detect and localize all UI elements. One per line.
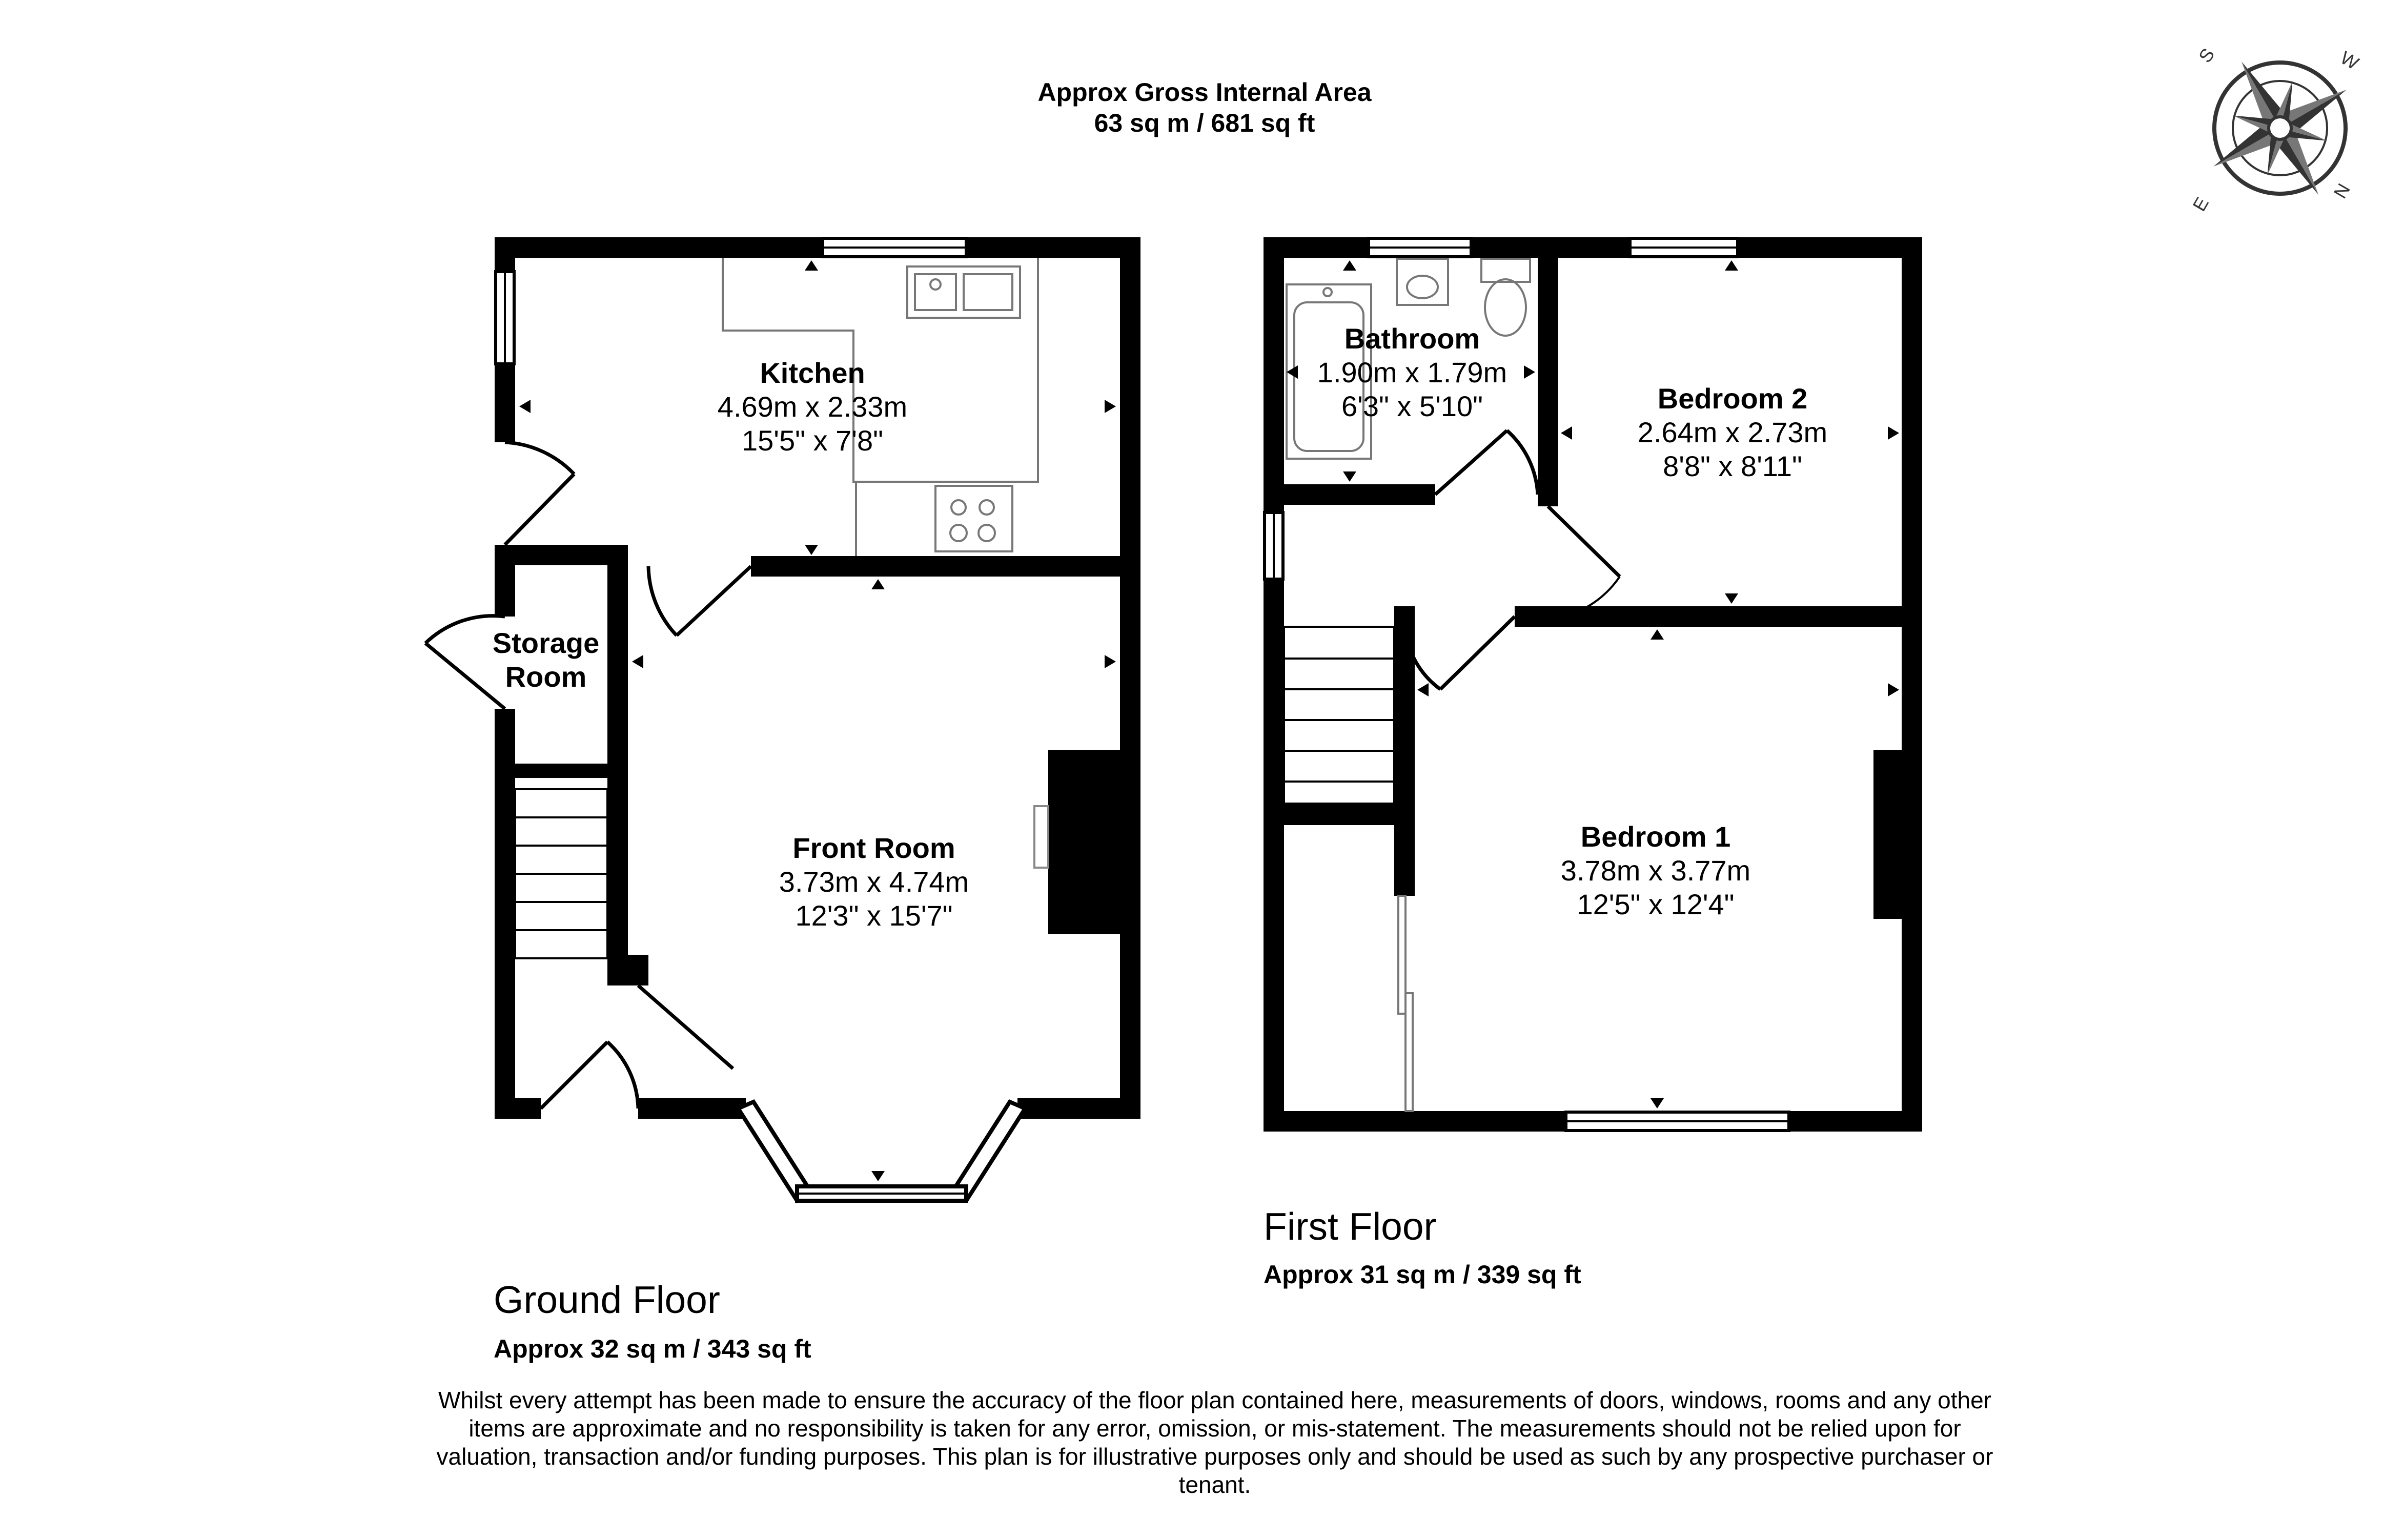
gross-area-value: 63 sq m / 681 sq ft bbox=[1094, 109, 1315, 137]
room-dimensions-metric: 2.64m x 2.73m bbox=[1637, 416, 1828, 448]
compass-letter-n: N bbox=[2329, 179, 2354, 202]
compass-letter-s: S bbox=[2194, 44, 2219, 67]
room-dimensions-imperial: 8'8" x 8'11" bbox=[1663, 450, 1802, 482]
room-name: Front Room bbox=[792, 832, 955, 864]
room-label-bedroom-1 bbox=[1527, 820, 1784, 921]
room-dimensions-imperial: 12'5" x 12'4" bbox=[1577, 888, 1735, 920]
first-floor-doors bbox=[1404, 430, 1620, 689]
room-name: Bedroom 2 bbox=[1657, 382, 1808, 415]
disclaimer-text: Whilst every attempt has been made to ensure the accuracy of the floor plan contained here, measurements of doors, windows, rooms and any other items are approximate and no responsibility is taken for any error, omission, or mis-statement. The measurements should not be relied upon for valuation, transaction and/or funding purposes. This plan is for illustrative purposes only and should be used as such by any prospective purchaser or tenant. bbox=[436, 1387, 1993, 1498]
room-name: Kitchen bbox=[760, 357, 865, 389]
room-label-storage-room bbox=[479, 626, 613, 694]
compass-letter-e: E bbox=[2188, 193, 2213, 215]
room-label-kitchen bbox=[684, 356, 941, 458]
room-dimensions-metric: 3.73m x 4.74m bbox=[779, 866, 969, 898]
room-dimensions-metric: 1.90m x 1.79m bbox=[1317, 356, 1507, 388]
ground-floor-title: Ground Floor bbox=[494, 1278, 720, 1321]
room-dimensions-imperial: 15'5" x 7'8" bbox=[742, 424, 883, 457]
ground-floor-stairs bbox=[515, 789, 607, 958]
bay-window bbox=[738, 1102, 1025, 1201]
gross-area-title: Approx Gross Internal Area bbox=[1037, 78, 1372, 107]
room-dimensions-metric: 4.69m x 2.33m bbox=[717, 391, 908, 423]
wardrobe-sliding-doors bbox=[1398, 896, 1413, 1111]
compass-letter-w: W bbox=[2337, 47, 2362, 74]
room-label-bathroom bbox=[1292, 322, 1533, 423]
first-floor-stairs bbox=[1284, 627, 1394, 804]
room-label-bedroom-2 bbox=[1604, 382, 1861, 483]
room-dimensions-metric: 3.78m x 3.77m bbox=[1560, 854, 1751, 887]
room-name-line1: Storage bbox=[492, 627, 600, 659]
room-name: Bathroom bbox=[1344, 322, 1480, 355]
room-name: Bedroom 1 bbox=[1580, 820, 1731, 853]
first-floor-area: Approx 31 sq m / 339 sq ft bbox=[1264, 1260, 1581, 1289]
first-floor-title: First Floor bbox=[1264, 1205, 1437, 1248]
ground-floor-area: Approx 32 sq m / 343 sq ft bbox=[494, 1334, 811, 1363]
room-name-line2: Room bbox=[505, 661, 587, 693]
room-dimensions-imperial: 12'3" x 15'7" bbox=[795, 899, 953, 932]
fireplace-hearth bbox=[1034, 806, 1048, 868]
room-label-front-room bbox=[746, 831, 1002, 933]
gross-area-header bbox=[948, 77, 1461, 138]
room-dimensions-imperial: 6'3" x 5'10" bbox=[1341, 390, 1483, 422]
compass-rose-icon bbox=[2175, 23, 2385, 233]
